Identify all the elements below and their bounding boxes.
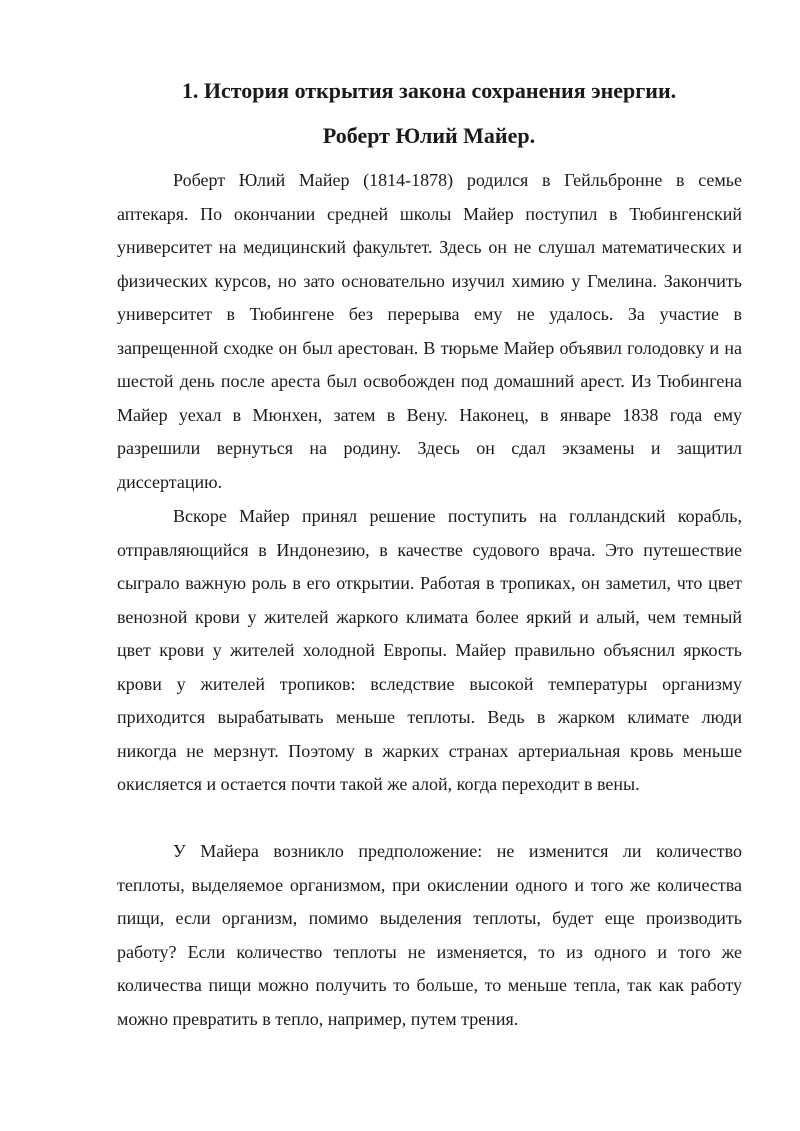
document-heading: 1. История открытия закона сохранения энергии.	[181, 78, 677, 103]
document-subheading: Роберт Юлий Майер.	[322, 123, 536, 148]
paragraph-2: Вскоре Майер принял решение поступить на голландский корабль, отправляющийся в Индонезию, в качестве судового врача. Это путешествие сыграло важную роль в его открытии. Работая в тропиках, он заметил, что цвет венозной крови у жителей жаркого климата более яркий и алый, чем темный цвет крови у жителей холодной Европы. Майер правильно объяснил яркость крови у жителей тропиков: вследствие высокой температуры организму приходится вырабатывать меньше теплоты. Ведь в жарком климате люди никогда не мерзнут. Поэтому в жарких странах артериальная кровь меньше окисляется и остается почти такой же алой, когда переходит в вены.	[117, 506, 742, 794]
paragraph-1: Роберт Юлий Майер (1814-1878) родился в Гейльбронне в семье аптекаря. По окончании средней школы Майер поступил в Тюбингенский университет на медицинский факультет. Здесь он не слушал математических и физических курсов, но зато основательно изучил химию у Гмелина. Закончить университет в Тюбингене без перерыва ему не удалось. За участие в запрещенной сходке он был арестован. В тюрьме Майер объявил голодовку и на шестой день после ареста был освобожден под домашний арест. Из Тюбингена Майер уехал в Мюнхен, затем в Вену. Наконец, в январе 1838 года ему разрешили вернуться на родину. Здесь он сдал экзамены и защитил диссертацию.	[117, 170, 742, 492]
paragraph-3: У Майера возникло предположение: не изменится ли количество теплоты, выделяемое организмом, при окислении одного и того же количества пищи, если организм, помимо выделения теплоты, будет еще производить работу? Если количество теплоты не изменяется, то из одного и того же количества пищи можно получить то больше, то меньше тепла, так как работу можно превратить в тепло, например, путем трения.	[117, 841, 742, 1029]
